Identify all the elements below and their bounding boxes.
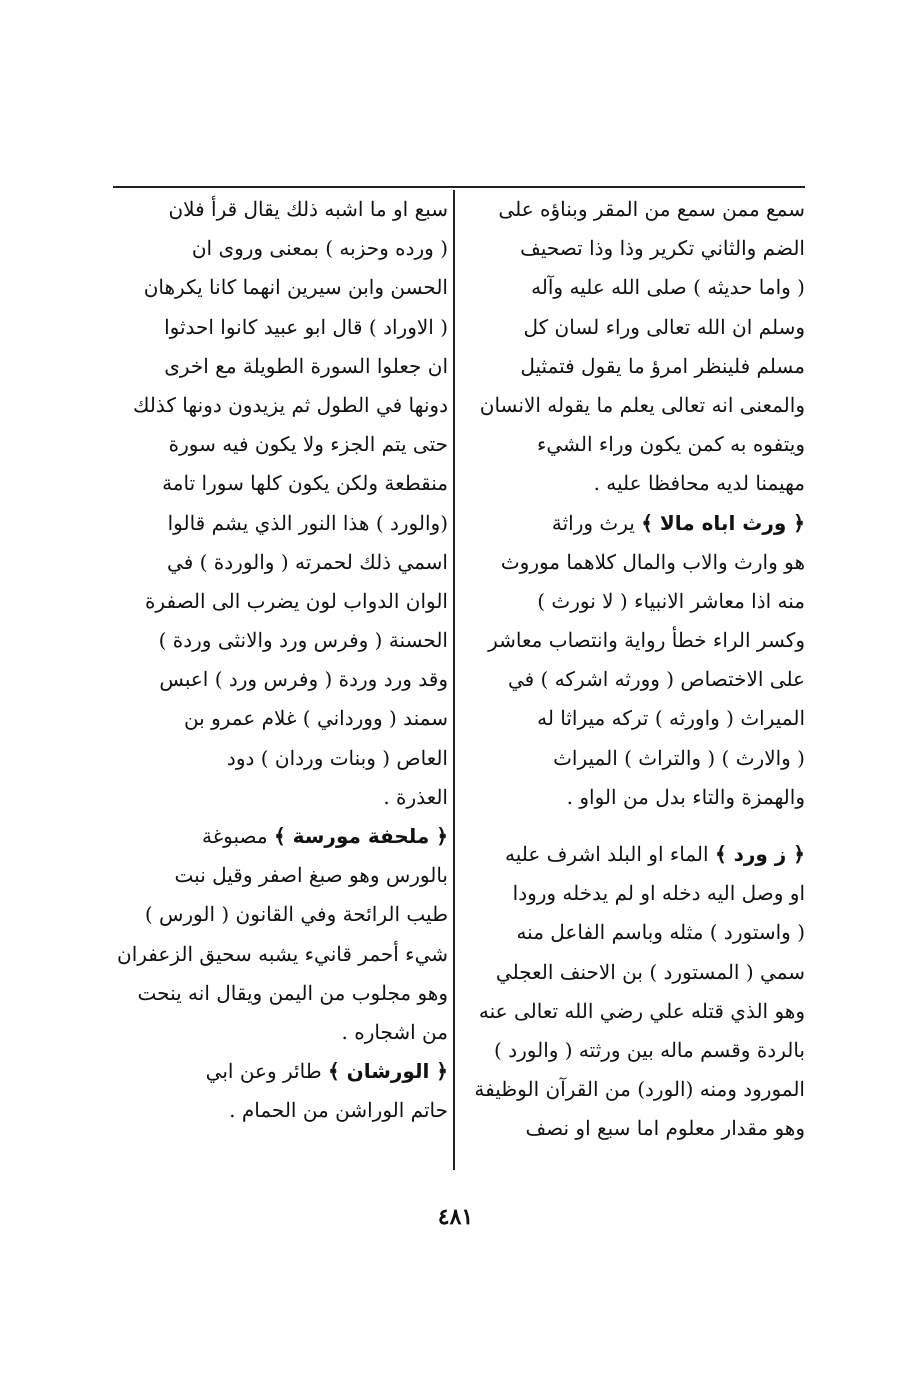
entry-text: الماء او البلد اشرف عليه	[505, 842, 709, 866]
text-line: حاتم الوراشن من الحمام .	[229, 1098, 448, 1123]
text-line: وهو الذي قتله علي رضي الله تعالى عنه	[478, 998, 805, 1023]
text-line: سبع او ما اشبه ذلك يقال قرأ فلان	[168, 197, 448, 221]
text-line: وكسر الراء خطأ رواية وانتصاب معاشر	[488, 628, 805, 653]
text-line: من اشجاره .	[341, 1019, 448, 1044]
text-line: منه اذا معاشر الانبياء ( لا نورث )	[537, 588, 805, 613]
entry-headword: ﴿ ملحفة مورسة ﴾	[273, 824, 448, 848]
text-line: دونها في الطول ثم يزيدون دونها كذلك	[132, 392, 448, 417]
text-line: سمع ممن سمع من المقر وبناؤه على	[498, 197, 805, 221]
text-line: وسلم ان الله تعالى وراء لسان كل	[523, 314, 805, 339]
text-line: العذرة .	[383, 784, 448, 809]
text-line: على الاختصاص ( وورثه اشركه ) في	[507, 667, 805, 692]
entry-headword: ﴿ الورشان ﴾	[327, 1059, 448, 1084]
entry-text: يرث وراثة	[551, 510, 635, 535]
text-line: شيء أحمر قانيء يشبه سحيق الزعفران	[117, 941, 448, 966]
text-line: ( الاوراد ) قال ابو عبيد كانوا احدثوا	[164, 314, 448, 339]
entry-headword: ﴿ ز ورد ﴾	[714, 842, 805, 866]
text-line: مهيمنا لديه محافظا عليه .	[593, 471, 805, 496]
text-line: طيب الرائحة وفي القانون ( الورس )	[144, 902, 448, 927]
entry-separator	[467, 817, 805, 835]
text-line: الوان الدواب لون يضرب الى الصفرة	[144, 588, 448, 613]
text-line: ( واما حديثه ) صلى الله عليه وآله	[531, 275, 805, 300]
entry-first-line	[467, 504, 805, 543]
entry-first-line	[467, 835, 805, 874]
text-line: والمعنى انه تعالى يعلم ما يقوله الانسان	[479, 392, 805, 417]
text-line: حتى يتم الجزء ولا يكون فيه سورة	[168, 432, 448, 457]
text-line: وهو مقدار معلوم اما سبع او نصف	[525, 1116, 805, 1141]
text-line: الضم والثاني تكرير وذا وذا تصحيف	[520, 236, 805, 261]
text-line: المورود ومنه (الورد) من القرآن الوظيفة	[474, 1077, 805, 1102]
text-line: ويتفوه به كمن يكون وراء الشيء	[536, 432, 805, 457]
top-rule	[113, 186, 805, 188]
text-line: وقد ورد وردة ( وفرس ورد ) اعبس	[159, 667, 448, 692]
page-number: ٤٨١	[437, 1204, 474, 1230]
left-column	[110, 190, 448, 1131]
text-line: بالردة وقسم ماله بين ورثته ( والورد )	[494, 1037, 805, 1062]
text-line: ان جعلوا السورة الطويلة مع اخرى	[164, 353, 448, 378]
text-line: الحسن وابن سيرين انهما كانا يكرهان	[143, 275, 448, 300]
text-line: وهو مجلوب من اليمن ويقال انه ينحت	[137, 980, 448, 1005]
entry-first-line	[110, 817, 448, 856]
text-line: الميراث ( واورثه ) تركه ميراثا له	[537, 706, 805, 731]
text-line: هو وارث والاب والمال كلاهما موروث	[500, 549, 805, 574]
entry-headword: ﴿ ورث اباه مالا ﴾	[641, 510, 805, 535]
column-divider	[453, 190, 455, 1170]
text-line: سمي ( المستورد ) بن الاحنف العجلي	[495, 959, 805, 984]
text-line: ( ورده وحزبه ) بمعنى وروى ان	[191, 236, 448, 261]
text-line: مسلم فلينظر امرؤ ما يقول فتمثيل	[520, 353, 805, 378]
entry-text: طائر وعن ابي	[205, 1059, 322, 1084]
text-line: ( والارث ) ( والتراث ) الميراث	[553, 745, 805, 770]
text-line: او وصل اليه دخله او لم يدخله ورودا	[512, 881, 805, 906]
text-line: منقطعة ولكن يكون كلها سورا تامة	[162, 471, 448, 496]
text-line: الحسنة ( وفرس ورد والانثى وردة )	[158, 628, 448, 653]
text-line: والهمزة والتاء بدل من الواو .	[566, 784, 805, 809]
right-column	[467, 190, 805, 1149]
entry-first-line	[110, 1052, 448, 1091]
text-line: ( واستورد ) مثله وباسم الفاعل منه	[516, 920, 805, 945]
text-line: اسمي ذلك لحمرته ( والوردة ) في	[167, 549, 448, 574]
text-line: العاص ( وبنات وردان ) دود	[226, 745, 448, 770]
text-line: سمند ( وورداني ) غلام عمرو بن	[183, 706, 448, 731]
text-line: بالورس وهو صبغ اصفر وقيل نبت	[174, 863, 448, 888]
entry-text: مصبوغة	[201, 824, 268, 848]
text-line: (والورد ) هذا النور الذي يشم قالوا	[167, 510, 448, 535]
